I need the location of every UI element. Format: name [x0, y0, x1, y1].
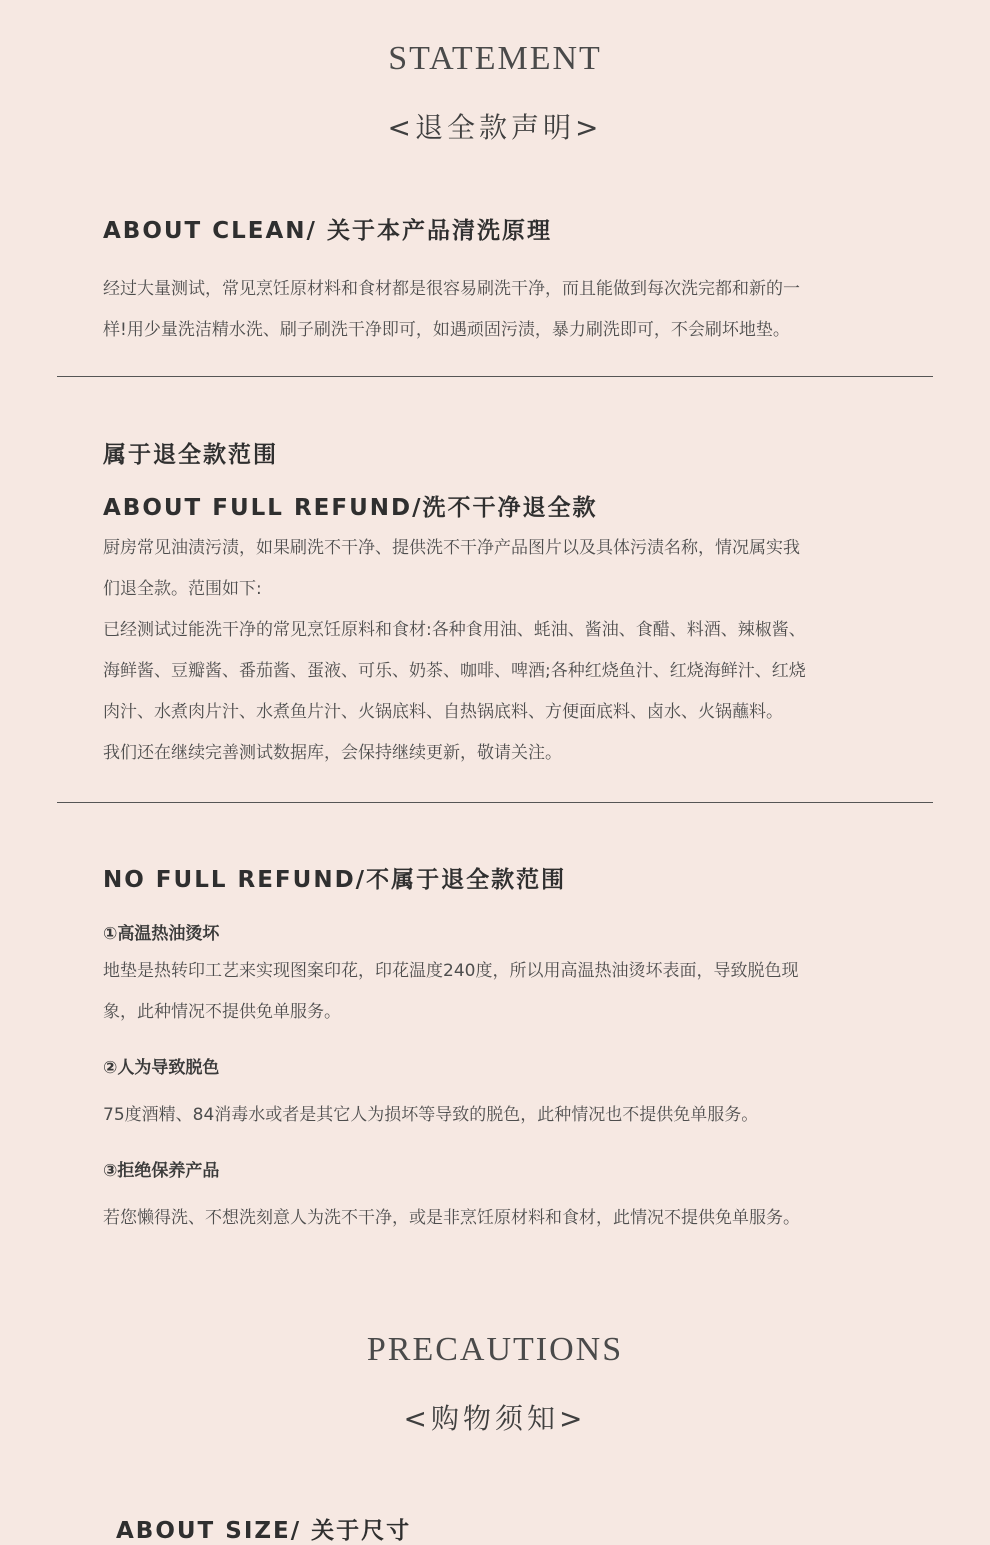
no-refund-item-heading: ①高温热油烫坏 [103, 924, 220, 944]
no-refund-item-text [103, 1198, 939, 1239]
about-clean-line: 经过大量测试，常见烹饪原材料和食材都是很容易刷洗干净，而且能做到每次洗完都和新的一 [103, 279, 800, 299]
no-refund-item-heading: ②人为导致脱色 [103, 1058, 220, 1078]
about-clean-line: 样!用少量洗洁精水洗、刷子刷洗干净即可，如遇顽固污渍，暴力刷洗即可，不会刷坏地垫。 [103, 320, 790, 340]
section-divider [57, 802, 933, 803]
no-refund-line: 象，此种情况不提供免单服务。 [103, 1002, 341, 1022]
full-refund-text [103, 528, 939, 774]
full-refund-line: 已经测试过能洗干净的常见烹饪原料和食材:各种食用油、蚝油、酱油、食醋、料酒、辣椒酱、 [103, 620, 806, 640]
about-size-title: ABOUT SIZE/ 关于尺寸 [116, 1518, 412, 1544]
precautions-title: PRECAUTIONS [366, 1331, 624, 1368]
section-divider [57, 376, 933, 377]
precautions-subtitle: <购物须知> [403, 1402, 587, 1435]
no-refund-line: 若您懒得洗、不想洗刻意人为洗不干净，或是非烹饪原材料和食材，此情况不提供免单服务。 [103, 1208, 800, 1228]
no-refund-item-text [103, 1095, 939, 1136]
full-refund-line: 我们还在继续完善测试数据库，会保持继续更新，敬请关注。 [103, 743, 562, 763]
about-clean-text [103, 269, 939, 351]
full-refund-line: 们退全款。范围如下: [103, 579, 262, 599]
full-refund-line: 海鲜酱、豆瓣酱、番茄酱、蛋液、可乐、奶茶、咖啡、啤酒;各种红烧鱼汁、红烧海鲜汁、红烧 [103, 661, 806, 681]
no-refund-line: 地垫是热转印工艺来实现图案印花，印花温度240度，所以用高温热油烫坏表面，导致脱色现 [103, 961, 799, 981]
full-refund-title-cn: 属于退全款范围 [103, 442, 278, 468]
no-refund-line: 75度酒精、84消毒水或者是其它人为损坏等导致的脱色，此种情况也不提供免单服务。 [103, 1105, 759, 1125]
statement-subtitle: <退全款声明> [387, 111, 603, 144]
no-refund-item-heading: ③拒绝保养产品 [103, 1161, 220, 1181]
about-clean-title: ABOUT CLEAN/ 关于本产品清洗原理 [103, 218, 552, 244]
statement-title: STATEMENT [388, 40, 602, 77]
full-refund-line: 肉汁、水煮肉片汁、水煮鱼片汁、火锅底料、自热锅底料、方便面底料、卤水、火锅蘸料。 [103, 702, 783, 722]
full-refund-title: ABOUT FULL REFUND/洗不干净退全款 [103, 495, 598, 521]
no-refund-item-text [103, 951, 939, 1033]
full-refund-line: 厨房常见油渍污渍，如果刷洗不干净、提供洗不干净产品图片以及具体污渍名称，情况属实我 [103, 538, 800, 558]
no-refund-title: NO FULL REFUND/不属于退全款范围 [103, 867, 567, 893]
